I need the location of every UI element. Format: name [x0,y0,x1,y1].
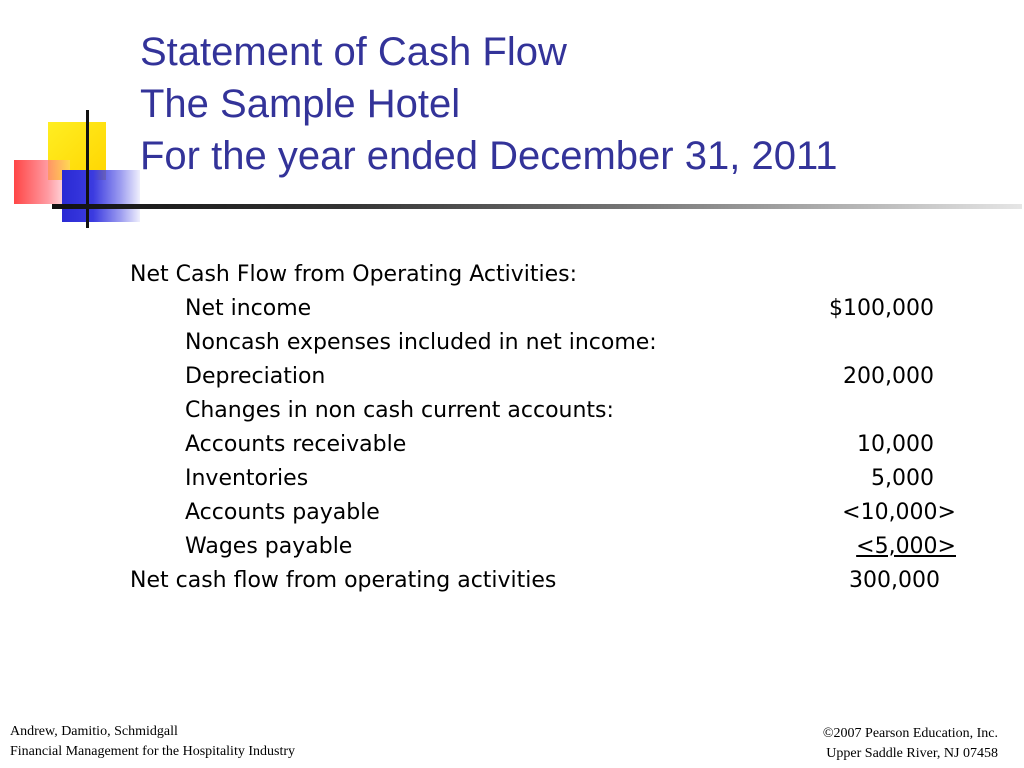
cash-flow-statement [130,258,990,598]
title-line-1: Statement of Cash Flow [140,30,567,74]
statement-row-noncash-header [130,326,990,360]
statement-row-wages-payable [130,530,990,564]
statement-row-depreciation [130,360,990,394]
row-label: Wages payable [185,534,353,559]
statement-row-section-header [130,258,990,292]
logo-vertical-line [86,110,89,228]
row-label: Accounts payable [185,500,380,525]
title-line-2: The Sample Hotel [140,82,461,126]
statement-row-accounts-receivable [130,428,990,462]
row-amount: 300,000 [849,568,940,593]
title-line-3: For the year ended December 31, 2011 [140,134,838,178]
slide-title [140,26,837,182]
footer-left-line-1: Andrew, Damitio, Schmidgall [10,724,178,739]
row-label: Inventories [185,466,309,491]
row-amount: <10,000> [842,500,956,525]
statement-row-total [130,564,990,598]
logo-blue-square [62,170,140,222]
row-label: Net Cash Flow from Operating Activities: [130,262,578,287]
row-label: Accounts receivable [185,432,407,457]
statement-row-changes-header [130,394,990,428]
statement-row-accounts-payable [130,496,990,530]
statement-row-inventories [130,462,990,496]
footer-left-line-2: Financial Management for the Hospitality Industry [10,744,295,759]
row-amount: <5,000> [856,534,956,559]
row-label: Depreciation [185,364,326,389]
statement-row-net-income [130,292,990,326]
row-label: Net income [185,296,312,321]
row-amount: $100,000 [829,296,934,321]
row-label: Noncash expenses included in net income: [185,330,657,355]
row-amount: 5,000 [871,466,934,491]
footer-authors [10,722,295,762]
row-amount: 10,000 [857,432,934,457]
footer-right-line-2: Upper Saddle River, NJ 07458 [826,746,998,761]
row-label: Changes in non cash current accounts: [185,398,614,423]
footer-right-line-1: ©2007 Pearson Education, Inc. [822,726,998,741]
row-label: Net cash flow from operating activities [130,568,557,593]
row-amount: 200,000 [843,364,934,389]
footer-copyright [823,724,998,764]
title-divider-line [52,204,1022,209]
